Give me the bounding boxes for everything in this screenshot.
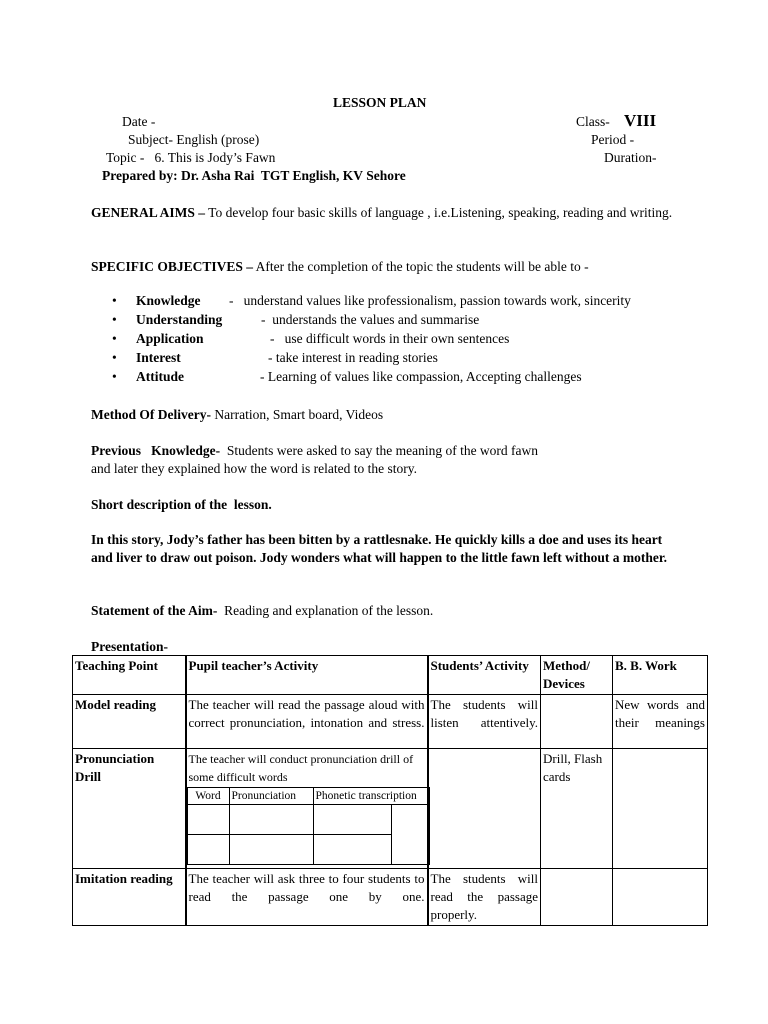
previous-line2: and later they explained how the word is related to the story. <box>91 461 418 476</box>
header-method-devices: Method/ Devices <box>541 656 613 695</box>
students-activity: The students will read the passage properly. <box>428 869 541 926</box>
inner-header-word: Word <box>187 788 229 805</box>
header-teacher-activity: Pupil teacher’s Activity <box>186 656 428 695</box>
teaching-point: Model reading <box>73 695 186 749</box>
inner-row <box>187 805 429 835</box>
short-description-label: Short description of the lesson. <box>91 497 272 512</box>
aim-text: Reading and explanation of the lesson. <box>217 603 434 618</box>
header-teaching-point: Teaching Point <box>73 656 186 695</box>
list-item <box>112 293 732 312</box>
table-row <box>73 695 708 749</box>
objectives-list <box>112 293 732 388</box>
header-students-activity: Students’ Activity <box>428 656 541 695</box>
previous-text: Students were asked to say the meaning of the word fawn <box>220 443 539 458</box>
teacher-activity: The teacher will ask three to four students to read the passage one by one. <box>186 869 428 926</box>
objective-term: Application <box>136 331 204 346</box>
objective-term: Interest <box>136 350 181 365</box>
teacher-activity: The teacher will conduct pronunciation drill of some difficult words <box>188 752 414 784</box>
objective-term: Understanding <box>136 312 223 327</box>
inner-header-row <box>187 788 429 805</box>
prepared-by: Prepared by: Dr. Asha Rai TGT English, KV Sehore <box>102 168 406 183</box>
duration-field: Duration- <box>604 150 657 165</box>
previous-label: Previous Knowledge- <box>91 443 221 458</box>
presentation-table <box>72 655 708 926</box>
teacher-activity: The teacher will read the passage aloud with correct pronunciation, intonation and stress. <box>186 695 428 749</box>
teaching-point: Imitation reading <box>73 869 186 926</box>
specific-objectives-label: SPECIFIC OBJECTIVES – <box>91 259 254 274</box>
specific-objectives <box>91 258 711 276</box>
bullet-icon: • <box>112 369 117 384</box>
specific-objectives-text: After the completion of the topic the students will be able to - <box>253 259 589 274</box>
previous-knowledge <box>91 442 711 460</box>
subject-field: Subject- English (prose) <box>128 132 260 147</box>
bullet-icon: • <box>112 293 117 308</box>
objective-term: Attitude <box>136 369 184 384</box>
objective-desc: - use difficult words in their own sentences <box>270 331 510 346</box>
objective-term: Knowledge <box>136 293 201 308</box>
class-value: VIII <box>624 111 657 130</box>
inner-header-phonetic: Phonetic transcription <box>313 788 429 805</box>
method-devices <box>541 695 613 749</box>
students-activity <box>428 749 541 869</box>
story-summary: In this story, Jody’s father has been bitten by a rattlesnake. He quickly kills a doe and uses its heart and liver to draw out poison. Jody wonders what will happen to the little fawn left without a mother. <box>91 532 668 565</box>
method-devices: Drill, Flash cards <box>541 749 613 869</box>
general-aims-text: To develop four basic skills of language , i.e.Listening, speaking, reading and writing. <box>205 205 673 220</box>
objective-desc: - understand values like professionalism, passion towards work, sincerity <box>229 293 631 308</box>
bb-work <box>613 869 708 926</box>
period-field: Period - <box>591 132 635 147</box>
page-title: LESSON PLAN <box>333 95 427 110</box>
class-label: Class- <box>576 114 610 129</box>
list-item <box>112 369 732 388</box>
list-item <box>112 331 732 350</box>
aim-label: Statement of the Aim- <box>91 603 218 618</box>
list-item <box>112 350 732 369</box>
method-of-delivery <box>91 406 711 424</box>
method-text: Narration, Smart board, Videos <box>210 407 384 422</box>
pronunciation-table <box>187 787 430 865</box>
table-row <box>73 749 708 869</box>
general-aims-label: GENERAL AIMS – <box>91 205 206 220</box>
aim-statement <box>91 602 711 620</box>
bullet-icon: • <box>112 331 117 346</box>
table-header-row <box>73 656 708 695</box>
bullet-icon: • <box>112 312 117 327</box>
table-row <box>73 869 708 926</box>
header-bb-work: B. B. Work <box>613 656 708 695</box>
students-activity: The students will listen attentively. <box>428 695 541 749</box>
method-label: Method Of Delivery- <box>91 407 211 422</box>
bullet-icon: • <box>112 350 117 365</box>
topic-field: Topic - 6. This is Jody’s Fawn <box>106 150 276 165</box>
list-item <box>112 312 732 331</box>
teacher-activity-cell <box>186 749 428 869</box>
presentation-label: Presentation- <box>91 639 168 654</box>
date-field: Date - <box>122 114 156 129</box>
teaching-point: Pronunciation Drill <box>73 749 186 869</box>
general-aims <box>91 204 711 222</box>
inner-header-pronunciation: Pronunciation <box>229 788 313 805</box>
method-devices <box>541 869 613 926</box>
bb-work: New words and their meanings <box>613 695 708 749</box>
objective-desc: - understands the values and summarise <box>261 312 480 327</box>
objective-desc: - take interest in reading stories <box>268 350 438 365</box>
objective-desc: - Learning of values like compassion, Accepting challenges <box>260 369 582 384</box>
bb-work <box>613 749 708 869</box>
